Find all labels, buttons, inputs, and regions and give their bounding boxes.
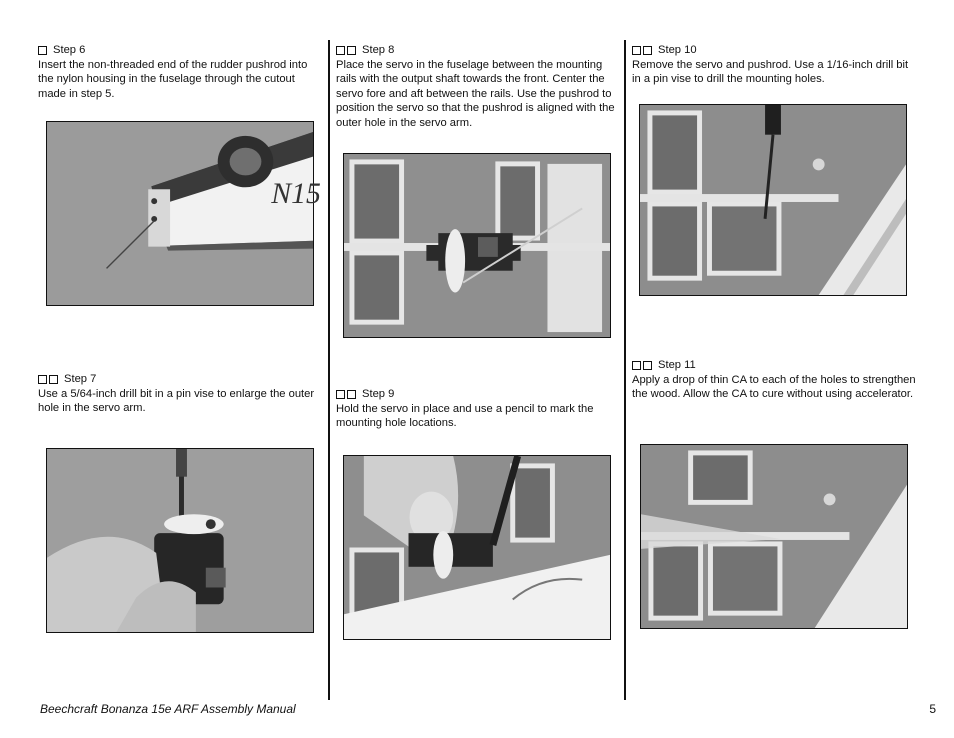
step-10-label: Step 10 — [658, 44, 697, 56]
step-11 — [632, 358, 916, 402]
step-11-photo — [640, 444, 908, 629]
step-7-text: Use a 5/64-inch drill bit in a pin vise to enlarge the outer hole in the servo arm. — [38, 387, 315, 415]
step-9-photo — [343, 455, 611, 640]
checkbox[interactable] — [347, 390, 356, 399]
step-6-photo — [46, 121, 321, 306]
step-9-label: Step 9 — [362, 388, 395, 400]
checkbox[interactable] — [38, 375, 47, 384]
step-10-checkboxes[interactable] — [632, 46, 652, 55]
step-6-lettering: N15 — [271, 178, 321, 211]
checkbox[interactable] — [632, 46, 641, 55]
checkbox[interactable] — [643, 46, 652, 55]
checkbox[interactable] — [643, 361, 652, 370]
step-9-text: Hold the servo in place and use a pencil to mark the mounting hole locations. — [336, 402, 594, 430]
step-6-label: Step 6 — [53, 44, 86, 56]
checkbox[interactable] — [336, 390, 345, 399]
step-10-text: Remove the servo and pushrod. Use a 1/16-inch drill bit in a pin vise to drill the mounting holes. — [632, 58, 909, 86]
step-6 — [38, 43, 320, 101]
step-8-label: Step 8 — [362, 44, 395, 56]
step-7-label: Step 7 — [64, 373, 97, 385]
step-10-photo — [639, 104, 907, 296]
page-number: 5 — [929, 702, 936, 716]
step-6-checkboxes[interactable] — [38, 46, 47, 55]
column-divider-left — [328, 40, 330, 700]
step-10 — [632, 43, 916, 87]
step-9 — [336, 387, 620, 431]
step-9-checkboxes[interactable] — [336, 390, 356, 399]
step-8 — [336, 43, 620, 131]
step-6-text: Insert the non-threaded end of the rudder pushrod into the nylon housing in the fuselage through the cutout made in step 5. — [38, 58, 308, 100]
step-11-label: Step 11 — [658, 359, 696, 371]
checkbox[interactable] — [347, 46, 356, 55]
step-11-text: Apply a drop of thin CA to each of the holes to strengthen the wood. Allow the CA to cure without using accelerator. — [632, 373, 916, 401]
step-11-checkboxes[interactable] — [632, 361, 652, 370]
column-divider-right — [624, 40, 626, 700]
checkbox[interactable] — [336, 46, 345, 55]
checkbox[interactable] — [38, 46, 47, 55]
step-7-checkboxes[interactable] — [38, 375, 58, 384]
step-7-photo — [46, 448, 314, 633]
step-7 — [38, 372, 320, 416]
checkbox[interactable] — [49, 375, 58, 384]
checkbox[interactable] — [632, 361, 641, 370]
footer-title: Beechcraft Bonanza 15e ARF Assembly Manual — [40, 702, 296, 716]
step-8-photo — [343, 153, 611, 338]
step-8-text: Place the servo in the fuselage between the mounting rails with the output shaft towards the front. Center the servo fore and aft between the rails. Use the pushrod to position the servo so that the pushrod is aligned with the outer hole in the servo arm. — [336, 58, 615, 129]
step-8-checkboxes[interactable] — [336, 46, 356, 55]
